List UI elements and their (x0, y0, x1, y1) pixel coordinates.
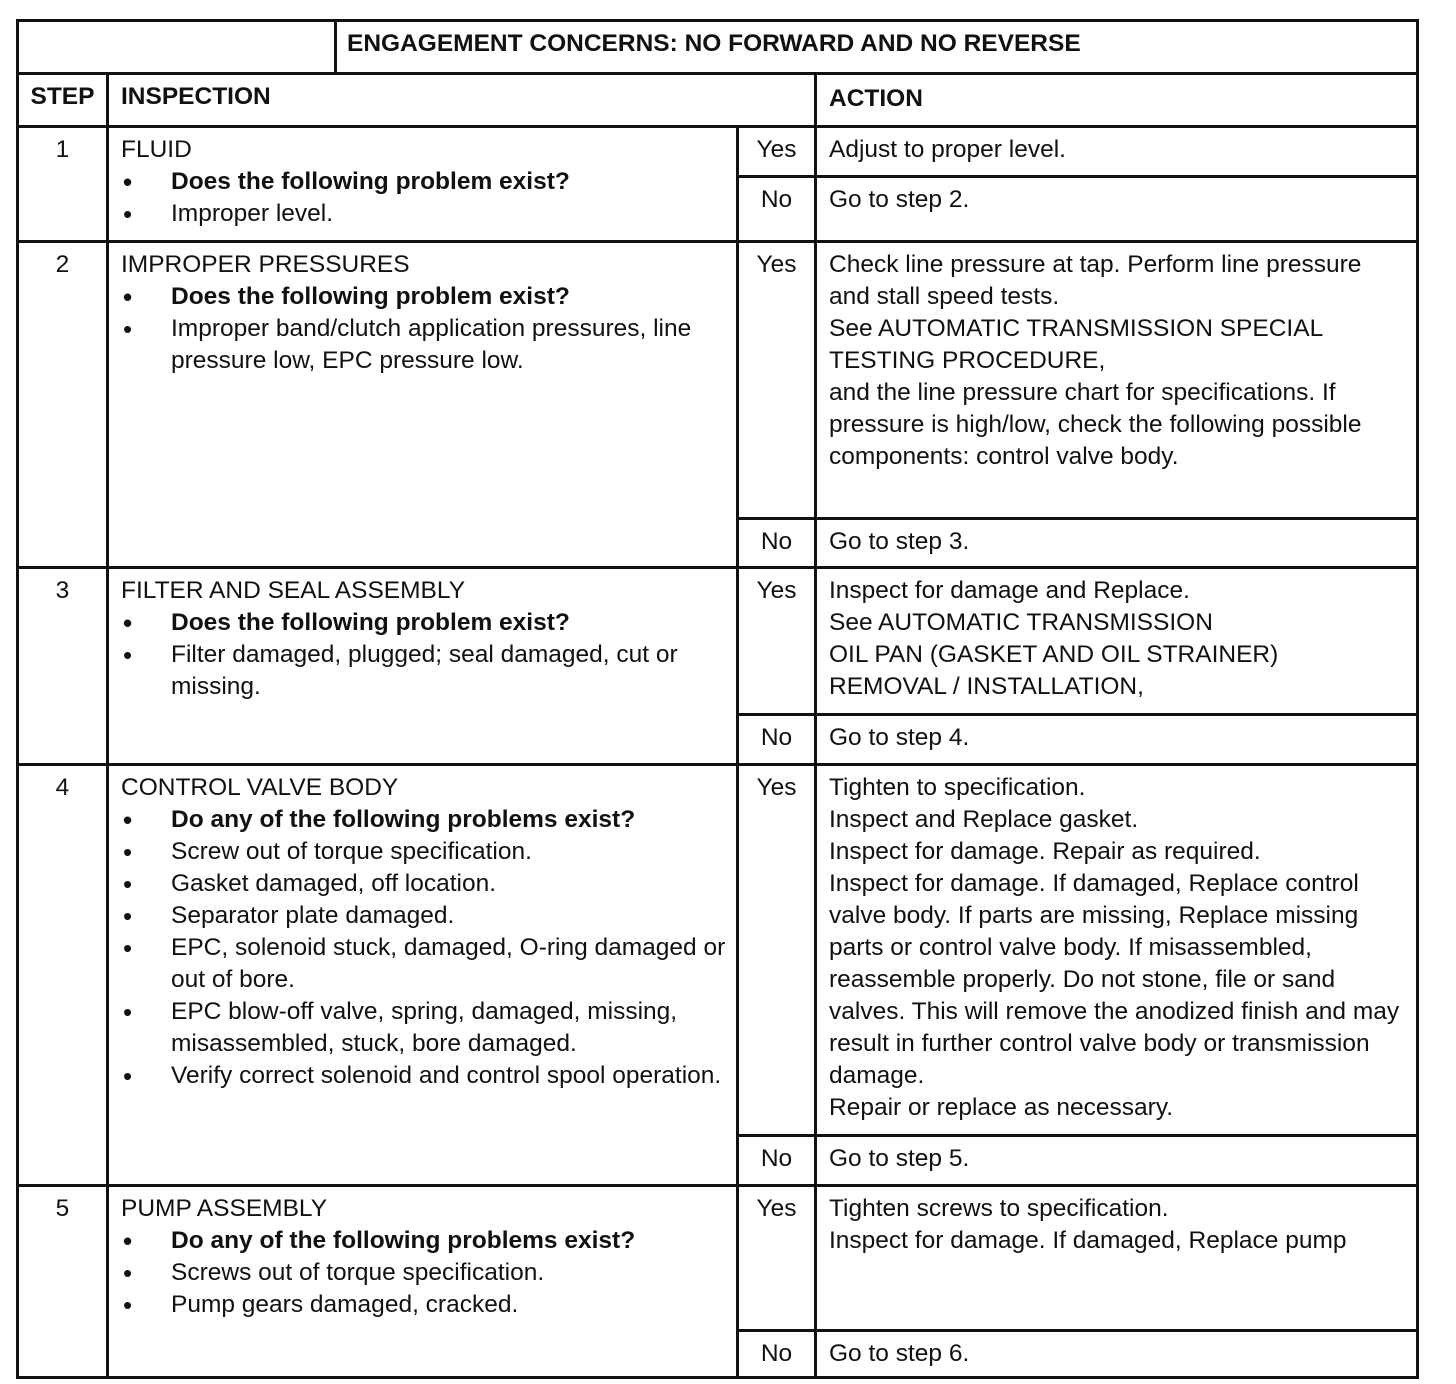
yes-action (816, 127, 1418, 177)
inspection-cell (108, 765, 738, 1186)
yes-action-text: Inspect for damage and Replace. See AUTOMATIC TRANSMISSION OIL PAN (GASKET AND OIL STRAINER) REMOVAL / INSTALLATION, (829, 577, 1279, 700)
step-number: 3 (18, 568, 108, 765)
inspection-heading: FLUID (121, 136, 192, 163)
inspection-item: • Separator plate damaged. (121, 900, 728, 932)
inspection-cell (108, 127, 738, 242)
header-inspection: INSPECTION (108, 74, 816, 127)
step-number: 2 (18, 242, 108, 568)
yes-action-text: Adjust to proper level. (829, 136, 1066, 163)
no-action: Go to step 4. (816, 715, 1418, 765)
inspection-heading: FILTER AND SEAL ASSEMBLY (121, 577, 466, 604)
header-step: STEP (18, 74, 108, 127)
inspection-item: • Verify correct solenoid and control spool operation. (121, 1060, 728, 1092)
yes-label: Yes (738, 1186, 816, 1331)
yes-action-text: Tighten screws to specification. Inspect for damage. If damaged, Replace pump (829, 1195, 1347, 1254)
yes-label: Yes (738, 568, 816, 715)
inspection-item: • Improper level. (121, 198, 728, 230)
inspection-question: • Does the following problem exist? (121, 281, 728, 313)
no-label: No (738, 1331, 816, 1378)
no-action: Go to step 6. (816, 1331, 1418, 1378)
title-blank-cell (18, 21, 336, 74)
no-label: No (738, 715, 816, 765)
header-action: ACTION (816, 74, 1418, 127)
inspection-list (121, 804, 728, 1092)
yes-action (816, 568, 1418, 715)
inspection-cell (108, 1186, 738, 1378)
step-row-yes (18, 1186, 1418, 1331)
inspection-question: • Do any of the following problems exist? (121, 1225, 728, 1257)
inspection-item: • Screws out of torque specification. (121, 1257, 728, 1289)
inspection-cell (108, 568, 738, 765)
header-row (18, 74, 1418, 127)
inspection-question: • Does the following problem exist? (121, 607, 728, 639)
inspection-item: • EPC blow-off valve, spring, damaged, missing, misassembled, stuck, bore damaged. (121, 996, 728, 1060)
inspection-list (121, 1225, 728, 1321)
inspection-list (121, 281, 728, 377)
inspection-item: • Screw out of torque specification. (121, 836, 728, 868)
diagnostic-table (16, 19, 1419, 1379)
inspection-heading: CONTROL VALVE BODY (121, 774, 399, 801)
inspection-list (121, 166, 728, 230)
inspection-heading: IMPROPER PRESSURES (121, 251, 410, 278)
yes-action-text: Tighten to specification. Inspect and Replace gasket. Inspect for damage. Repair as required. Inspect for damage. If damaged, Replace control valve body. If parts are missing, Replace missing parts or control valve body. If misassembled, reassemble properly. Do not stone, file or sand valves. This will remove the anodized finish and may result in further control valve body or transmission damage. Repair or replace as necessary. (829, 774, 1400, 1121)
yes-label: Yes (738, 242, 816, 519)
no-action: Go to step 3. (816, 519, 1418, 568)
inspection-item: • Pump gears damaged, cracked. (121, 1289, 728, 1321)
inspection-cell (108, 242, 738, 568)
table-title: ENGAGEMENT CONCERNS: NO FORWARD AND NO REVERSE (336, 21, 1418, 74)
inspection-item: • Filter damaged, plugged; seal damaged, cut or missing. (121, 639, 728, 703)
yes-action-text: Check line pressure at tap. Perform line pressure and stall speed tests. See AUTOMATIC TRANSMISSION SPECIAL TESTING PROCEDURE, and the line pressure chart for specifications. If pressure is high/low, check the following possible components: control valve body. (829, 251, 1362, 470)
no-label: No (738, 1136, 816, 1186)
step-number: 1 (18, 127, 108, 242)
step-row-yes (18, 568, 1418, 715)
inspection-question: • Does the following problem exist? (121, 166, 728, 198)
step-row-yes (18, 242, 1418, 519)
no-action: Go to step 2. (816, 177, 1418, 242)
inspection-item: • EPC, solenoid stuck, damaged, O-ring damaged or out of bore. (121, 932, 728, 996)
inspection-question: • Do any of the following problems exist? (121, 804, 728, 836)
title-row (18, 21, 1418, 74)
step-row-yes (18, 127, 1418, 177)
yes-label: Yes (738, 765, 816, 1136)
inspection-item: • Improper band/clutch application pressures, line pressure low, EPC pressure low. (121, 313, 728, 377)
yes-action (816, 1186, 1418, 1331)
yes-action (816, 765, 1418, 1136)
inspection-heading: PUMP ASSEMBLY (121, 1195, 328, 1222)
no-label: No (738, 519, 816, 568)
step-number: 4 (18, 765, 108, 1186)
no-action: Go to step 5. (816, 1136, 1418, 1186)
step-number: 5 (18, 1186, 108, 1378)
no-label: No (738, 177, 816, 242)
inspection-item: • Gasket damaged, off location. (121, 868, 728, 900)
step-row-yes (18, 765, 1418, 1136)
inspection-list (121, 607, 728, 703)
yes-label: Yes (738, 127, 816, 177)
yes-action (816, 242, 1418, 519)
